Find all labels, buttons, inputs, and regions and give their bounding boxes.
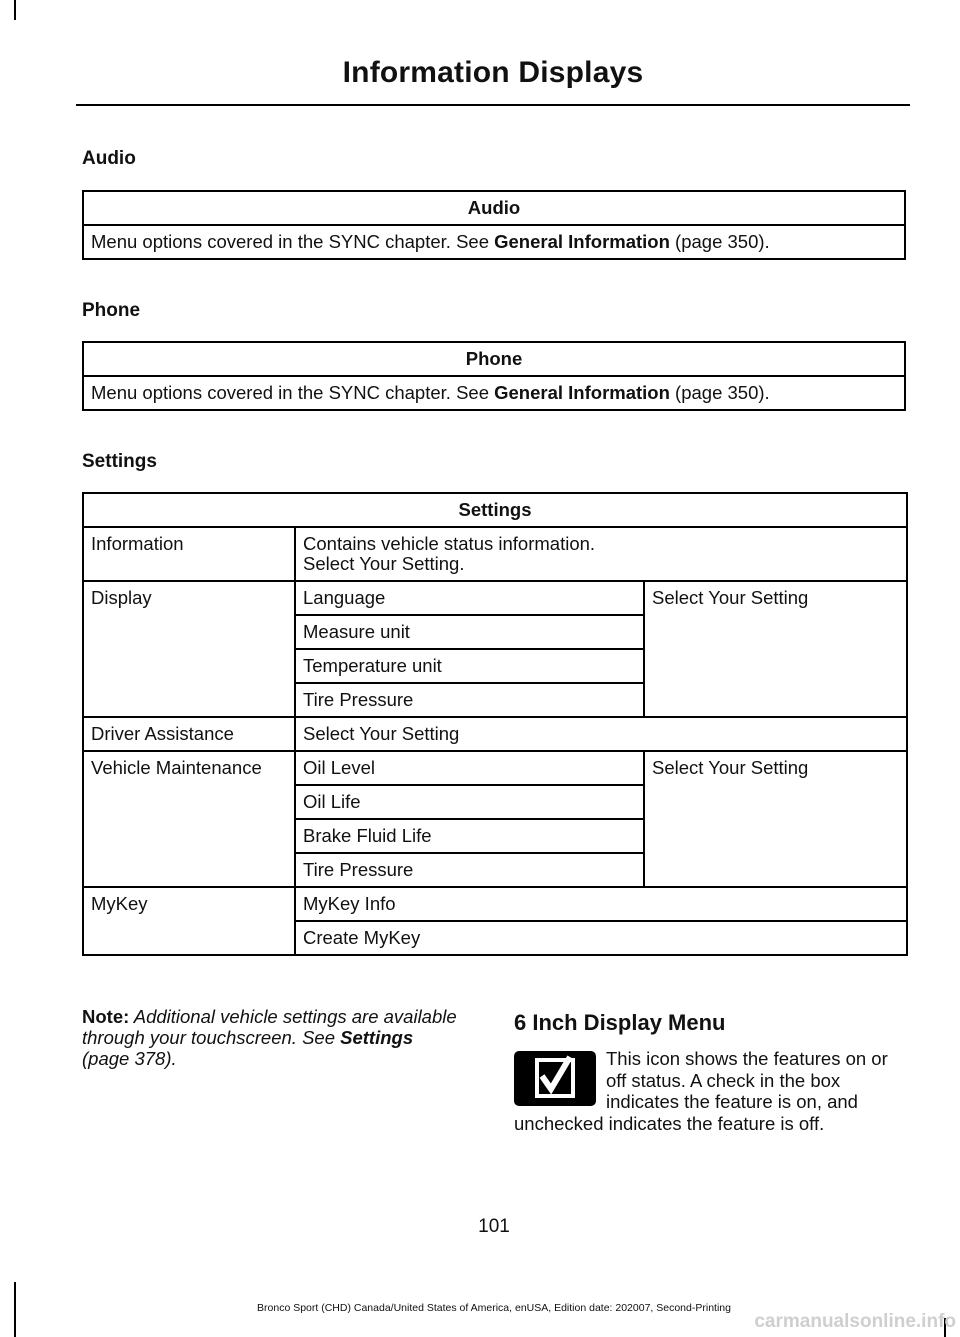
note-label: Note: [82, 1006, 130, 1027]
page-title: Information Displays [342, 56, 644, 89]
audio-table-row: Menu options covered in the SYNC chapter. See General Information (page 350). [83, 225, 905, 259]
phone-table-title: Phone [83, 342, 905, 376]
maintenance-item: Brake Fluid Life [295, 819, 644, 853]
note-paragraph: Note: Additional vehicle settings are available through your touchscreen. See Settings (page 378). [82, 1006, 457, 1069]
settings-table [82, 492, 908, 956]
display-item: Tire Pressure [295, 683, 644, 717]
information-desc: Contains vehicle status information. Select Your Setting. [295, 527, 907, 581]
maintenance-action: Select Your Setting [644, 751, 907, 887]
footer-text: Bronco Sport (CHD) Canada/United States of America, enUSA, Edition date: 202007, Second-Printing [257, 1302, 731, 1314]
watermark: carmanualsonline.info [754, 1311, 956, 1332]
display-label: Display [83, 581, 295, 717]
table-row [83, 887, 907, 921]
phone-heading: Phone [82, 300, 141, 321]
display-menu-text: This icon shows the features on or off status. A check in the box indicates the feature is on, and unchecked indicates the feature is off. [514, 1048, 888, 1134]
table-row [83, 751, 907, 785]
audio-xref-link[interactable]: General Information [494, 231, 670, 252]
vehicle-maintenance-label: Vehicle Maintenance [83, 751, 295, 887]
driver-assistance-label: Driver Assistance [83, 717, 295, 751]
settings-heading: Settings [82, 451, 157, 472]
page-number: 101 [478, 1216, 510, 1237]
maintenance-item: Oil Life [295, 785, 644, 819]
table-row [83, 717, 907, 751]
settings-table-title: Settings [83, 493, 907, 527]
driver-assistance-action: Select Your Setting [295, 717, 907, 751]
settings-xref-link[interactable]: Settings [340, 1027, 414, 1048]
display-item: Language [295, 581, 644, 615]
display-item: Measure unit [295, 615, 644, 649]
phone-table-row: Menu options covered in the SYNC chapter. See General Information (page 350). [83, 376, 905, 410]
display-menu-heading: 6 Inch Display Menu [514, 1010, 726, 1035]
mykey-item: MyKey Info [295, 887, 907, 921]
header-rule [76, 104, 910, 106]
display-action: Select Your Setting [644, 581, 907, 717]
audio-table-title: Audio [83, 191, 905, 225]
audio-table [82, 190, 906, 260]
crop-mark-top-left [14, 0, 16, 20]
audio-heading: Audio [82, 148, 136, 169]
phone-table [82, 341, 906, 411]
information-label: Information [83, 527, 295, 581]
table-row [83, 527, 907, 581]
table-row [83, 581, 907, 615]
mykey-item: Create MyKey [295, 921, 907, 955]
maintenance-item: Oil Level [295, 751, 644, 785]
display-item: Temperature unit [295, 649, 644, 683]
phone-xref-link[interactable]: General Information [494, 382, 670, 403]
mykey-label: MyKey [83, 887, 295, 955]
maintenance-item: Tire Pressure [295, 853, 644, 887]
